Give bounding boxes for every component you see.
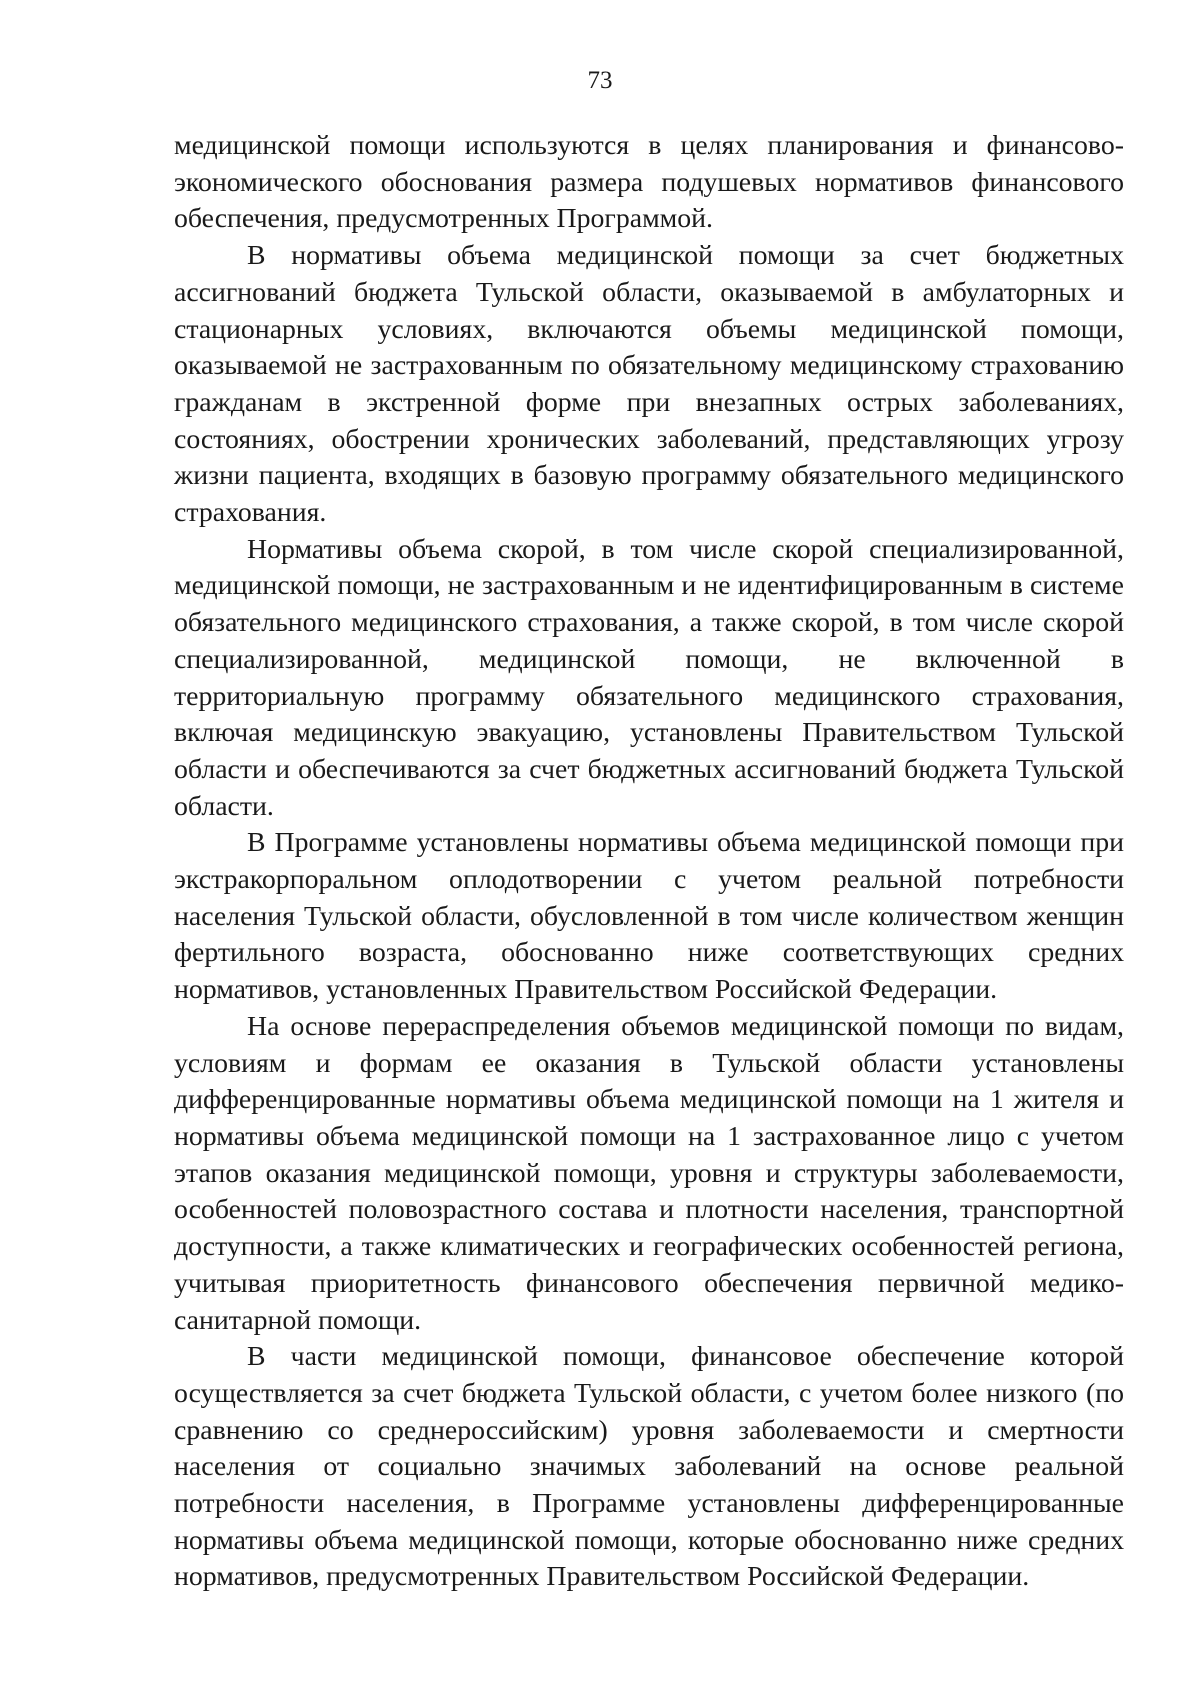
paragraph-3: Нормативы объема скорой, в том числе скорой специализированной, медицинской помощи, не застрахованным и не идентифицированным в системе обязательного медицинского страхования, а также скорой, в том числе скорой специализированной, медицинской помощи, не включенной в территориальную программу обязательного медицинского страхования, включая медицинскую эвакуацию, установлены Правительством Тульской области и обеспечиваются за счет бюджетных ассигнований бюджета Тульской области. xyxy=(174,533,1124,822)
paragraph-1: медицинской помощи используются в целях планирования и финансово-экономического обоснования размера подушевых нормативов финансового обеспечения, предусмотренных Программой. xyxy=(174,130,1124,235)
page-number: 73 xyxy=(587,67,613,94)
paragraph-6: В части медицинской помощи, финансовое обеспечение которой осуществляется за счет бюджета Тульской области, с учетом более низкого (по сравнению со среднероссийским) уровня заболеваемости и смертности населения от социально значимых заболеваний на основе реальной потребности населения, в Программе установлены дифференцированные нормативы объема медицинской помощи, которые обоснованно ниже средних нормативов, предусмотренных Правительством Российской Федерации. xyxy=(174,1341,1124,1593)
paragraph-2: В нормативы объема медицинской помощи за счет бюджетных ассигнований бюджета Тульской области, оказываемой в амбулаторных и стационарных условиях, включаются объемы медицинской помощи, оказываемой не застрахованным по обязательному медицинскому страхованию гражданам в экстренной форме при внезапных острых заболеваниях, состояниях, обострении хронических заболеваний, представляющих угрозу жизни пациента, входящих в базовую программу обязательного медицинского страхования. xyxy=(174,240,1124,529)
paragraph-5: На основе перераспределения объемов медицинской помощи по видам, условиям и формам ее оказания в Тульской области установлены дифференцированные нормативы объема медицинской помощи на 1 жителя и нормативы объема медицинской помощи на 1 застрахованное лицо с учетом этапов оказания медицинской помощи, уровня и структуры заболеваемости, особенностей половозрастного состава и плотности населения, транспортной доступности, а также климатических и географических особенностей региона, учитывая приоритетность финансового обеспечения первичной медико-санитарной помощи. xyxy=(174,1010,1124,1336)
paragraph-4: В Программе установлены нормативы объема медицинской помощи при экстракорпоральном оплодотворении с учетом реальной потребности населения Тульской области, обусловленной в том числе количеством женщин фертильного возраста, обоснованно ниже соответствующих средних нормативов, установленных Правительством Российской Федерации. xyxy=(174,827,1124,1006)
body-text xyxy=(174,128,1124,1596)
